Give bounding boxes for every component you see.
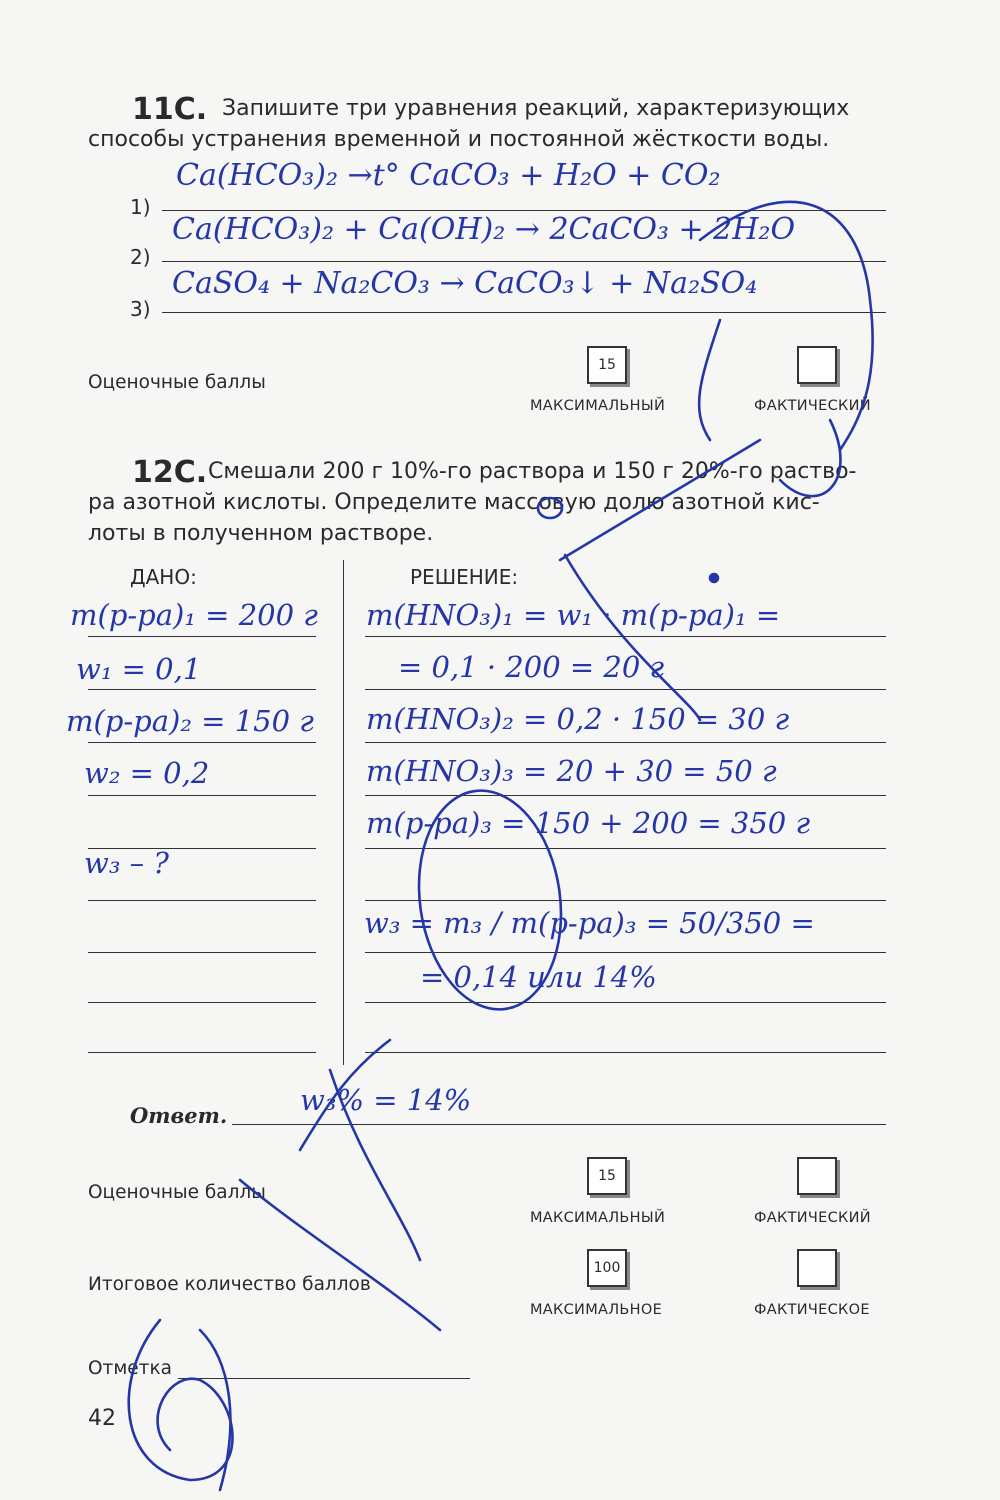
task-12-max-caption: МАКСИМАЛЬНЫЙ	[530, 1210, 666, 1226]
given-line	[88, 1002, 316, 1003]
solution-step-6: w₃ = m₃ / m(p-pa)₃ = 50/350 =	[364, 906, 815, 940]
solution-header: РЕШЕНИЕ:	[410, 565, 519, 589]
task-12-fact-caption: ФАКТИЧЕСКИЙ	[754, 1210, 871, 1226]
solution-step-4: m(HNO₃)₃ = 20 + 30 = 50 г	[366, 754, 777, 788]
task-11-max-caption: МАКСИМАЛЬНЫЙ	[530, 398, 666, 414]
total-actual-score-box[interactable]	[797, 1249, 837, 1287]
task-12-text-line2: ра азотной кислоты. Определите массовую долю азотной кис-	[88, 490, 820, 515]
given-header: ДАНО:	[130, 565, 197, 589]
solution-step-7: = 0,14 или 14%	[420, 960, 657, 994]
task-12-actual-score-box[interactable]	[797, 1157, 837, 1195]
solution-step-1: m(HNO₃)₁ = w₁ · m(p-pa)₁ =	[366, 598, 781, 632]
solution-step-3: m(HNO₃)₂ = 0,2 · 150 = 30 г	[366, 702, 790, 736]
solution-line	[365, 795, 886, 796]
solution-line	[365, 636, 886, 637]
task-12-text-line3: лоты в полученном растворе.	[88, 521, 434, 546]
answer-line-1	[162, 210, 886, 211]
task-12-max-score-box: 15	[587, 1157, 627, 1195]
given-w3-unknown: w₃ – ?	[84, 846, 169, 880]
given-line	[88, 742, 316, 743]
given-line	[88, 900, 316, 901]
solution-line	[365, 742, 886, 743]
solution-line	[365, 1052, 886, 1053]
solution-line	[365, 952, 886, 953]
given-w1: w₁ = 0,1	[76, 652, 202, 686]
answer-line-3	[162, 312, 886, 313]
given-w2: w₂ = 0,2	[84, 756, 210, 790]
task-11-max-score-box: 15	[587, 346, 627, 384]
task-12-score-label: Оценочные баллы	[88, 1182, 266, 1203]
handwritten-equation-1: Ca(HCO₃)₂ →t° CaCO₃ + H₂O + CO₂	[176, 158, 721, 193]
item-3-label: 3)	[130, 297, 151, 321]
given-line	[88, 952, 316, 953]
task-12-number: 12С.	[132, 455, 208, 490]
task-11-text-line2: способы устранения временной и постоянной жёсткости воды.	[88, 127, 830, 152]
total-max-caption: МАКСИМАЛЬНОЕ	[530, 1302, 663, 1318]
item-2-label: 2)	[130, 245, 151, 269]
solution-line	[365, 689, 886, 690]
handwritten-equation-2: Ca(HCO₃)₂ + Ca(OH)₂ → 2CaCO₃ + 2H₂O	[172, 212, 796, 247]
solution-step-2: = 0,1 · 200 = 20 г	[398, 650, 665, 684]
solution-line	[365, 1002, 886, 1003]
page-number: 42	[88, 1406, 116, 1431]
answer-label: Ответ.	[130, 1103, 228, 1128]
handwritten-equation-3: CaSO₄ + Na₂CO₃ → CaCO₃↓ + Na₂SO₄	[172, 266, 758, 301]
given-solution-divider	[343, 560, 344, 1065]
total-fact-caption: ФАКТИЧЕСКОЕ	[754, 1302, 870, 1318]
answer-line-2	[162, 261, 886, 262]
solution-line	[365, 848, 886, 849]
total-score-label: Итоговое количество баллов	[88, 1274, 371, 1295]
task-12-text-line1: Смешали 200 г 10%-го раствора и 150 г 20%-го раство-	[208, 459, 857, 484]
solution-line	[365, 900, 886, 901]
item-1-label: 1)	[130, 195, 151, 219]
task-11-text-line1: Запишите три уравнения реакций, характеризующих	[222, 96, 850, 121]
given-line	[88, 689, 316, 690]
task-11-fact-caption: ФАКТИЧЕСКИЙ	[754, 398, 871, 414]
answer-line	[232, 1124, 886, 1125]
given-line	[88, 636, 316, 637]
given-line	[88, 1052, 316, 1053]
mark-label: Отметка	[88, 1358, 172, 1379]
given-line	[88, 795, 316, 796]
handwritten-answer: w₃% = 14%	[300, 1083, 472, 1117]
solution-step-5: m(p-pa)₃ = 150 + 200 = 350 г	[366, 806, 811, 840]
task-11-score-label: Оценочные баллы	[88, 372, 266, 393]
task-11-number: 11С.	[132, 92, 208, 127]
given-mass-1: m(p-pa)₁ = 200 г	[70, 598, 318, 632]
total-max-score-box: 100	[587, 1249, 627, 1287]
task-11-actual-score-box[interactable]	[797, 346, 837, 384]
given-mass-2: m(p-pa)₂ = 150 г	[66, 704, 314, 738]
mark-line	[178, 1378, 470, 1379]
